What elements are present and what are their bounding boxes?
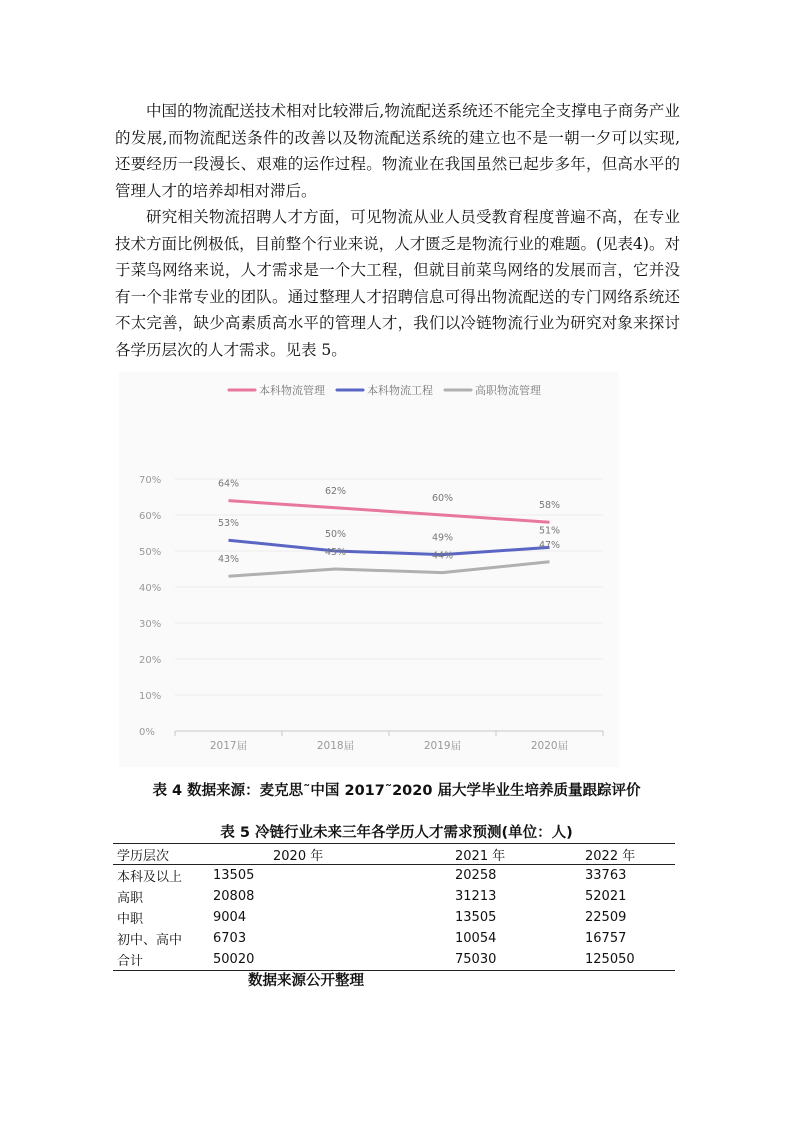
table-cell: 初中、高中 (117, 933, 183, 948)
y-tick-label: 60% (139, 511, 162, 522)
y-tick-label: 50% (139, 547, 162, 558)
table-header-row (113, 844, 675, 865)
data-label: 44% (431, 550, 454, 562)
table-source-note: 数据来源公开整理 (248, 973, 364, 989)
table-row (113, 949, 675, 971)
table-cell: 33763 (585, 868, 627, 883)
data-label: 50% (324, 529, 347, 540)
demand-table (113, 843, 675, 971)
table-cell: 20808 (213, 889, 255, 904)
table-row (113, 907, 675, 928)
table-cell: 125050 (581, 949, 675, 971)
table-row (113, 865, 675, 887)
legend-label: 高职物流管理 (475, 384, 541, 397)
paragraph-1: 中国的物流配送技术相对比较滞后,物流配送系统还不能完全支撑电子商务产业的发展,而物流配送条件的改善以及物流配送系统的建立也不是一朝一夕可以实现,还要经历一段漫长、艰难的运作过程。物流业在我国虽然已起步多年，但高水平的管理人才的培养却相对滞后。 (115, 102, 680, 200)
table-cell: 9004 (213, 910, 247, 925)
table-cell: 本科及以上 (117, 870, 183, 885)
data-label: 51% (538, 525, 561, 537)
series-line (229, 562, 550, 576)
paragraph-2: 研究相关物流招聘人才方面，可见物流从业人员受教育程度普遍不高，在专业技术方面比例极低，目前整个行业来说，人才匮乏是物流行业的难题。(见表4)。对于菜鸟网络来说，人才需求是一个大工程，但就目前菜鸟网络的发展而言，它并没有一个非常专业的团队。通过整理人才招聘信息可得出物流配送的专门网络系统还不太完善，缺少高素质高水平的管理人才，我们以冷链物流行业为研究对象来探讨各学历层次的人才需求。见表 5。 (115, 208, 680, 359)
data-label: 49% (431, 532, 454, 544)
chart-svg (119, 372, 619, 767)
table-title: 表 5 冷链行业未来三年各学历人才需求预测(单位：人) (220, 825, 573, 841)
y-tick-label: 30% (139, 619, 162, 630)
y-tick-label: 10% (139, 691, 162, 702)
table-row (113, 886, 675, 907)
legend-label: 本科物流管理 (259, 384, 325, 397)
table-row (113, 928, 675, 949)
series-line (229, 501, 550, 523)
legend-label: 本科物流工程 (367, 384, 433, 397)
table-cell: 6703 (213, 931, 247, 946)
table-cell: 22509 (585, 910, 627, 925)
data-label: 45% (324, 547, 347, 558)
line-chart (119, 372, 619, 767)
data-label: 58% (538, 500, 561, 512)
y-tick-label: 70% (139, 475, 162, 486)
header-cell: 学历层次 (113, 844, 209, 865)
figure-caption: 表 4 数据来源：麦克思˜中国 2017˜2020 届大学毕业生培养质量跟踪评价 (152, 783, 641, 799)
x-tick-label: 2017届 (209, 740, 248, 752)
table-cell: 50020 (209, 949, 451, 971)
x-tick-label: 2019届 (423, 740, 462, 752)
header-cell: 2020 年 (209, 844, 451, 865)
data-label: 47% (538, 539, 561, 551)
table-cell: 52021 (585, 889, 627, 904)
table-cell: 16757 (585, 931, 627, 946)
y-tick-label: 0% (139, 727, 155, 738)
data-label: 64% (217, 478, 240, 490)
table-cell: 10054 (455, 931, 497, 946)
x-tick-label: 2018届 (316, 740, 355, 752)
table-cell: 13505 (455, 910, 497, 925)
header-cell: 2021 年 (451, 844, 581, 865)
header-cell: 2022 年 (581, 844, 675, 865)
data-label: 53% (217, 518, 240, 530)
table-cell: 高职 (117, 891, 144, 906)
series-line (229, 540, 550, 554)
table-cell: 20258 (455, 868, 497, 883)
table-cell: 13505 (213, 868, 255, 883)
x-tick-label: 2020届 (530, 740, 569, 752)
table-cell: 75030 (451, 949, 581, 971)
table-cell: 合计 (113, 949, 209, 971)
data-label: 43% (217, 554, 240, 566)
data-label: 62% (324, 485, 347, 497)
y-tick-label: 20% (139, 655, 162, 666)
table-cell: 中职 (117, 912, 144, 927)
y-tick-label: 40% (139, 583, 162, 594)
table-cell: 31213 (455, 889, 497, 904)
data-label: 60% (431, 493, 454, 504)
